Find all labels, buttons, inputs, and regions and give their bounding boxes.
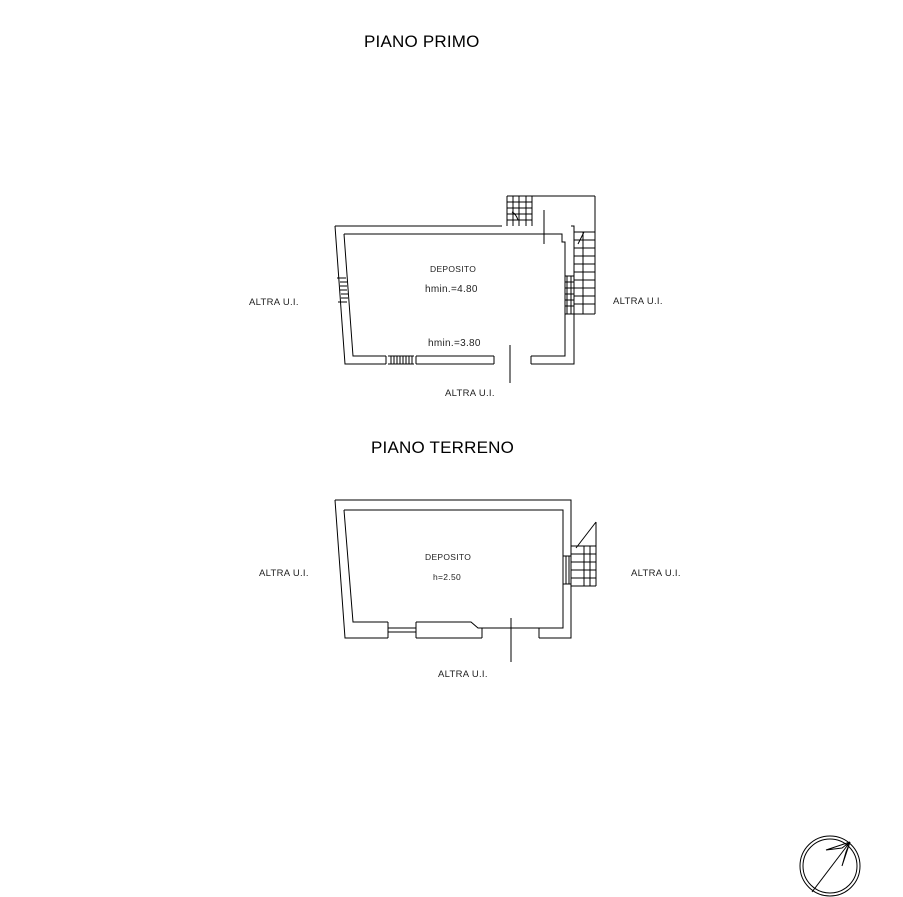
first-floor-title: PIANO PRIMO: [364, 32, 480, 51]
first-floor-height-label-1: hmin.=4.80: [425, 284, 478, 295]
ground-floor-title: PIANO TERRENO: [371, 438, 515, 457]
first-floor-room-name: DEPOSITO: [430, 264, 477, 274]
ground-floor-right-neighbor: ALTRA U.I.: [631, 568, 681, 579]
first-floor-side-stair: [574, 196, 595, 314]
ground-floor-room-name: DEPOSITO: [425, 552, 472, 562]
north-arrow-icon: [800, 836, 860, 896]
ground-floor-inner-wall: [344, 510, 563, 628]
first-floor-bottom-door: [386, 356, 531, 364]
ground-floor-right-window: [563, 556, 571, 584]
ground-floor-bottom-neighbor: ALTRA U.I.: [438, 669, 488, 680]
first-floor-bottom-window: [388, 356, 414, 364]
first-floor-left-neighbor: ALTRA U.I.: [249, 297, 299, 308]
ground-floor-side-stair: [571, 522, 596, 586]
first-floor-bottom-neighbor: ALTRA U.I.: [445, 388, 495, 399]
ground-floor-outer-wall: [335, 500, 571, 638]
first-floor-right-window: [565, 276, 574, 314]
first-floor-height-label-2: hmin.=3.80: [428, 338, 481, 349]
ground-floor-plan: [335, 500, 596, 662]
ground-floor-height-label: h=2.50: [433, 572, 462, 582]
ground-floor-left-neighbor: ALTRA U.I.: [259, 568, 309, 579]
first-floor-right-neighbor: ALTRA U.I.: [613, 296, 663, 307]
ground-floor-bottom-window: [388, 622, 416, 638]
